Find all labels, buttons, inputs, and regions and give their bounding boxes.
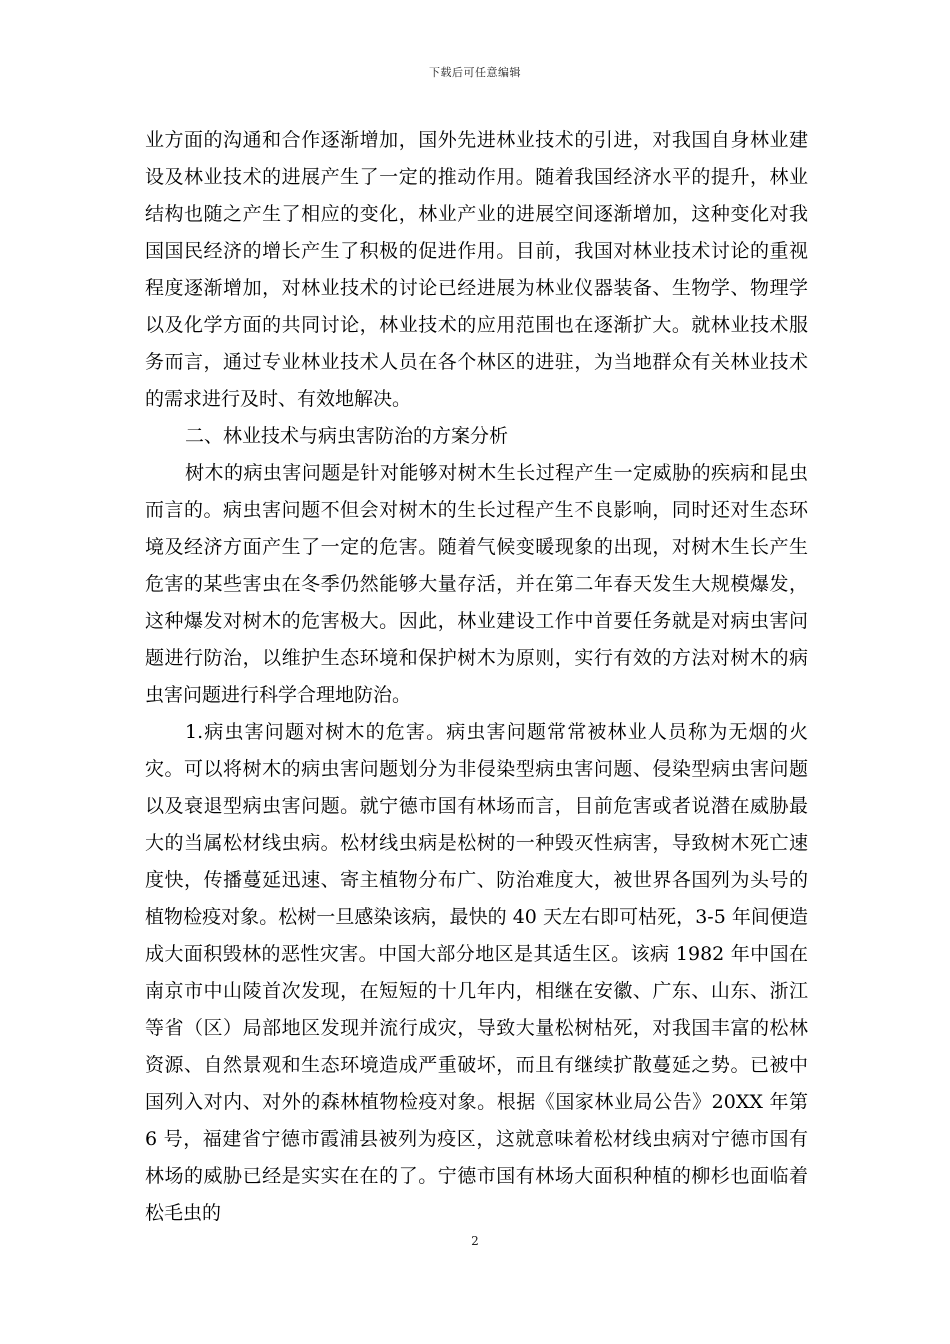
paragraph-continuation: 业方面的沟通和合作逐渐增加，国外先进林业技术的引进，对我国自身林业建设及林业技术的进展产生了一定的推动作用。随着我国经济水平的提升，林业结构也随之产生了相应的变化，林业产业的进展空间逐渐增加，这种变化对我国国民经济的增长产生了积极的促进作用。目前，我国对林业技术讨论的重视程度逐渐增加，对林业技术的讨论已经进展为林业仪器装备、生物学、物理学以及化学方面的共同讨论，林业技术的应用范围也在逐渐扩大。就林业技术服务而言，通过专业林业技术人员在各个林区的进驻，为当地群众有关林业技术的需求进行及时、有效地解决。 xyxy=(145,129,808,410)
section-heading: 二、林业技术与病虫害防治的方案分析 xyxy=(185,425,509,447)
page-number: 2 xyxy=(471,1234,479,1248)
paragraph: 1.病虫害问题对树木的危害。病虫害问题常常被林业人员称为无烟的火灾。可以将树木的病虫害问题划分为非侵染型病虫害问题、侵染型病虫害问题以及衰退型病虫害问题。就宁德市国有林场而言，目前危害或者说潜在威胁最大的当属松材线虫病。松材线虫病是松树的一种毁灭性病害，导致树木死亡速度快，传播蔓延迅速、寄主植物分布广、防治难度大，被世界各国列为头号的植物检疫对象。松树一旦感染该病，最快的 40 天左右即可枯死，3-5 年间便造成大面积毁林的恶性灾害。中国大部分地区是其适生区。该病 1982 年中国在南京市中山陵首次发现，在短短的十几年内，相继在安徽、广东、山东、浙江等省（区）局部地区发现并流行成灾，导致大量松树枯死，对我国丰富的松林资源、自然景观和生态环境造成严重破坏，而且有继续扩散蔓延之势。已被中国列入对内、对外的森林植物检疫对象。根据《国家林业局公告》20XX 年第 6 号，福建省宁德市霞浦县被列为疫区，这就意味着松材线虫病对宁德市国有林场的威胁已经是实实在在的了。宁德市国有林场大面积种植的柳杉也面临着松毛虫的 xyxy=(145,721,808,1224)
page-header: 下载后可任意编辑 xyxy=(429,66,521,79)
paragraph: 树木的病虫害问题是针对能够对树木生长过程产生一定威胁的疾病和昆虫而言的。病虫害问题不但会对树木的生长过程产生不良影响，同时还对生态环境及经济方面产生了一定的危害。随着气候变暖现象的出现，对树木生长产生危害的某些害虫在冬季仍然能够大量存活，并在第二年春天发生大规模爆发，这种爆发对树木的危害极大。因此，林业建设工作中首要任务就是对病虫害问题进行防治，以维护生态环境和保护树木为原则，实行有效的方法对树木的病虫害问题进行科学合理地防治。 xyxy=(145,462,808,706)
body-text xyxy=(145,122,808,1232)
